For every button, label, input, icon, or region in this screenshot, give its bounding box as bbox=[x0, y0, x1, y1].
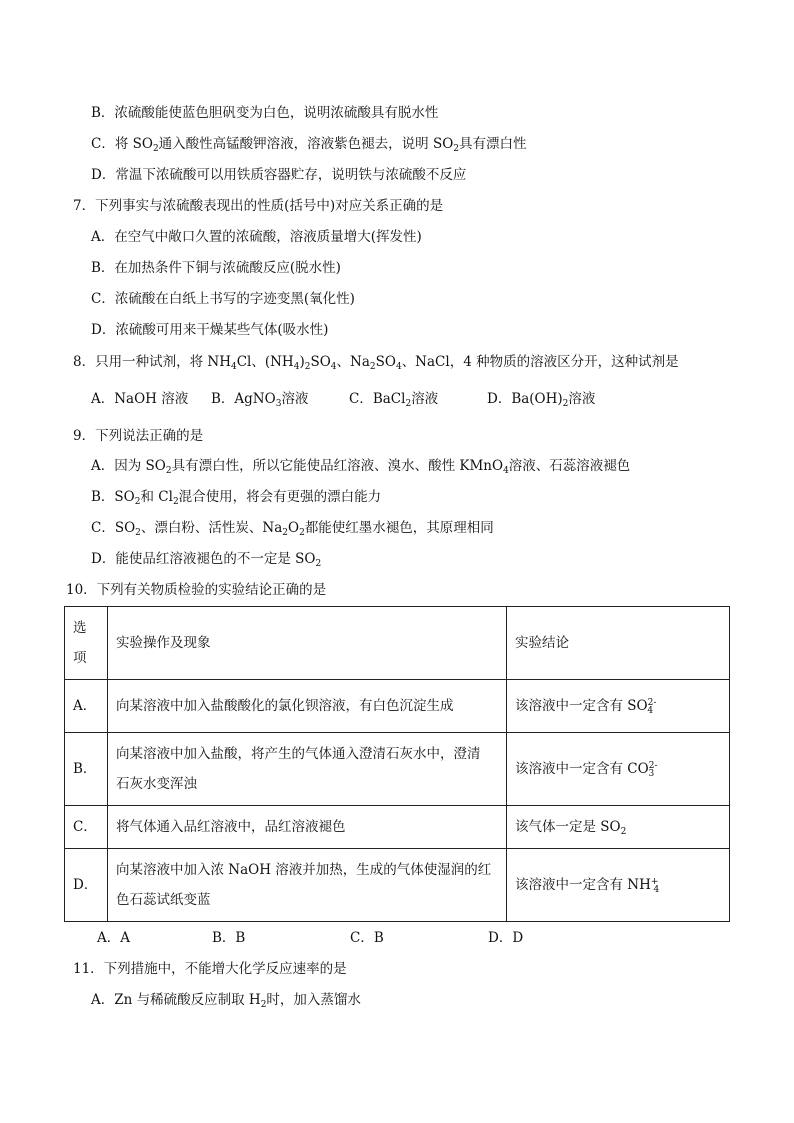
row-operation: 向某溶液中加入浓 NaOH 溶液并加热，生成的气体使湿润的红 色石蕊试纸变蓝 bbox=[108, 849, 507, 922]
row-operation: 向某溶液中加入盐酸，将产生的气体通入澄清石灰水中，澄清 石灰水变浑浊 bbox=[108, 733, 507, 806]
experiment-table bbox=[64, 606, 730, 922]
q6-option-b: B．浓硫酸能使蓝色胆矾变为白色，说明浓硫酸具有脱水性 bbox=[91, 105, 439, 121]
row-option: A． bbox=[65, 680, 108, 733]
q7-option-c: C．浓硫酸在白纸上书写的字迹变黑(氧化性) bbox=[91, 291, 355, 307]
q8-option-c: C．BaCl$_2$溶液 bbox=[349, 391, 439, 409]
q8-option-b: B．AgNO$_3$溶液 bbox=[211, 391, 309, 409]
header-conclusion-cell: 实验结论 bbox=[507, 607, 730, 680]
q10-answer-options bbox=[97, 929, 523, 947]
table-row bbox=[65, 733, 730, 806]
q8-options bbox=[91, 390, 595, 408]
q9-option-d: D．能使品红溶液褪色的不一定是 $SO_2$ bbox=[91, 551, 322, 569]
header-operation-cell: 实验操作及现象 bbox=[108, 607, 507, 680]
q6-option-d: D．常温下浓硫酸可以用铁质容器贮存，说明铁与浓硫酸不反应 bbox=[91, 167, 467, 183]
q7-option-a: A．在空气中敞口久置的浓硫酸，溶液质量增大(挥发性) bbox=[91, 229, 422, 245]
q9-option-b: B．$SO_2$和 $Cl_2$混合使用，将会有更强的漂白能力 bbox=[91, 489, 382, 507]
row-operation: 向某溶液中加入盐酸酸化的氯化钡溶液，有白色沉淀生成 bbox=[108, 680, 507, 733]
q10-option-a: A．A bbox=[97, 930, 130, 946]
q8-option-a: A．NaOH 溶液 bbox=[91, 391, 189, 407]
q10-stem: 10．下列有关物质检验的实验结论正确的是 bbox=[66, 582, 327, 598]
q9-stem: 9．下列说法正确的是 bbox=[73, 428, 204, 444]
q11-stem: 11．下列措施中，不能增大化学反应速率的是 bbox=[73, 961, 347, 977]
row-conclusion: 该溶液中一定含有 $CO^{2-}_3$ bbox=[507, 733, 730, 806]
row-option: B． bbox=[65, 733, 108, 806]
header-option-cell: 选 项 bbox=[65, 607, 108, 680]
table-header-row bbox=[65, 607, 730, 680]
q10-option-d: D．D bbox=[488, 930, 524, 946]
q9-option-c: C．$SO_2$、漂白粉、活性炭、$Na_2O_2$都能使红墨水褪色，其原理相同 bbox=[91, 520, 494, 538]
q10-option-c: C．B bbox=[350, 930, 384, 946]
row-option: D． bbox=[65, 849, 108, 922]
table-row bbox=[65, 680, 730, 733]
q6-option-c: C．将 $SO_2$通入酸性高锰酸钾溶液，溶液紫色褪去，说明 $SO_2$具有漂白性 bbox=[91, 136, 527, 154]
row-operation: 将气体通入品红溶液中，品红溶液褪色 bbox=[108, 806, 507, 849]
q10-option-b: B．B bbox=[212, 930, 246, 946]
q8-stem: 8．只用一种试剂，将 $NH_4Cl$、$(NH_4)_2SO_4$、$Na_2SO_4$、NaCl，4 种物质的溶液区分开，这种试剂是 bbox=[73, 354, 679, 372]
row-conclusion: 该气体一定是 $SO_2$ bbox=[507, 806, 730, 849]
q9-option-a: A．因为 $SO_2$具有漂白性，所以它能使品红溶液、溴水、酸性 KMnO$_4$溶液、石蕊溶液褪色 bbox=[91, 458, 631, 476]
q8-option-d: D．$Ba(OH)_2$溶液 bbox=[487, 391, 596, 409]
row-option: C． bbox=[65, 806, 108, 849]
table-row bbox=[65, 849, 730, 922]
q7-option-d: D．浓硫酸可用来干燥某些气体(吸水性) bbox=[91, 322, 329, 338]
q11-option-a: A．Zn 与稀硫酸反应制取 $H_2$时，加入蒸馏水 bbox=[91, 992, 361, 1010]
q7-option-b: B．在加热条件下铜与浓硫酸反应(脱水性) bbox=[91, 260, 341, 276]
row-conclusion: 该溶液中一定含有 $SO^{2-}_4$ bbox=[507, 680, 730, 733]
table-row bbox=[65, 806, 730, 849]
q7-stem: 7．下列事实与浓硫酸表现出的性质(括号中)对应关系正确的是 bbox=[73, 198, 444, 214]
row-conclusion: 该溶液中一定含有 $NH^+_4$ bbox=[507, 849, 730, 922]
